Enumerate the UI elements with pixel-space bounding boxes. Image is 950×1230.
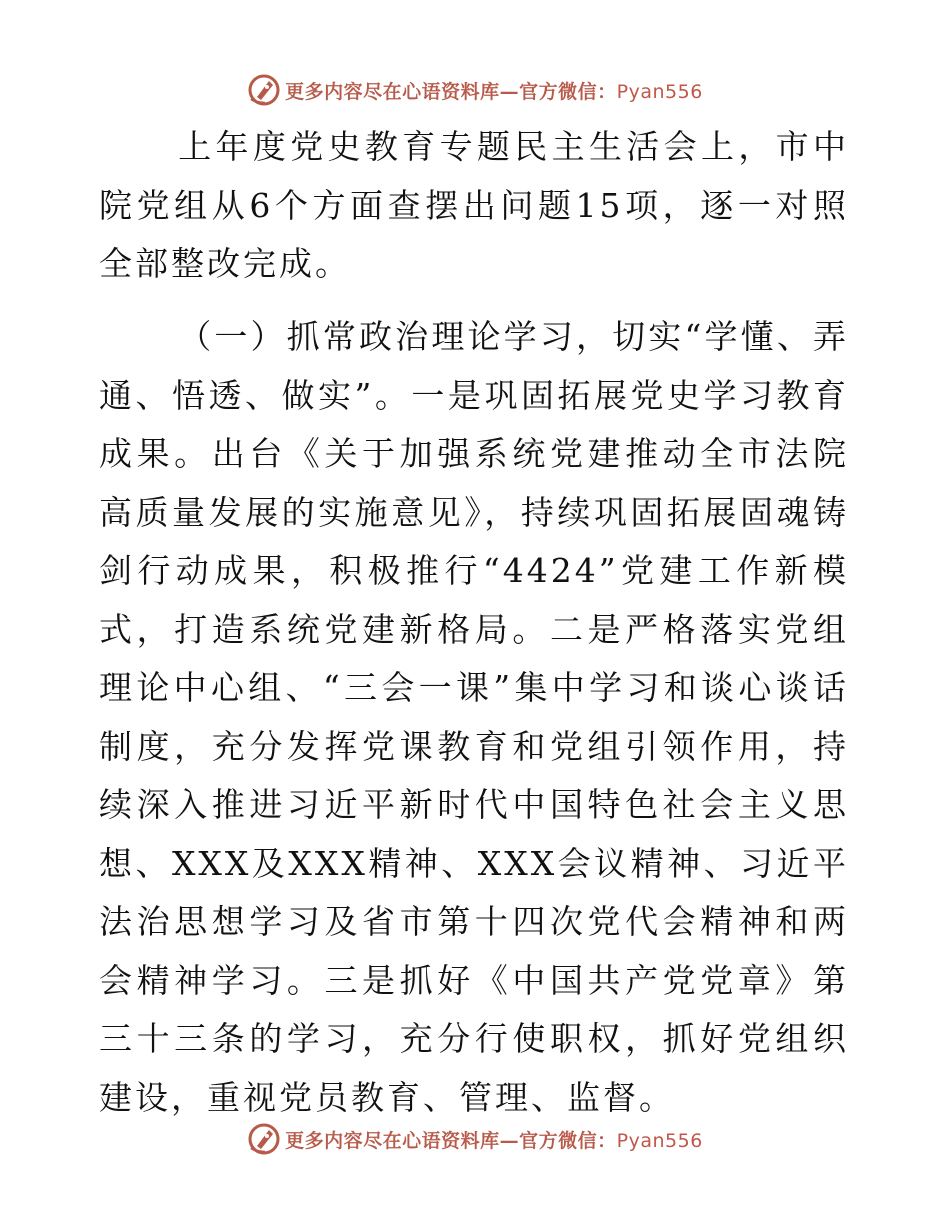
watermark-text: 更多内容尽在心语资料库—官方微信：Pyan556	[285, 1129, 703, 1152]
footer-watermark	[0, 1119, 950, 1159]
document-body-1	[99, 118, 849, 294]
paragraph: （一）抓常政治理论学习，切实“学懂、弄通、悟透、做实”。一是巩固拓展党史学习教育成果。出台《关于加强系统党建推动全市法院高质量发展的实施意见》，持续巩固拓展固魂铸剑行动成果，积极推行“4424”党建工作新模式，打造系统党建新格局。二是严格落实党组理论中心组、“三会一课”集中学习和谈心谈话制度，充分发挥党课教育和党组引领作用，持续深入推进习近平新时代中国特色社会主义思想、XXX及XXX精神、XXX会议精神、习近平法治思想学习及省市第十四次党代会精神和两会精神学习。三是抓好《中国共产党党章》第三十三条的学习，充分行使职权，抓好党组织建设，重视党员教育、管理、监督。	[99, 317, 849, 1117]
document-body-2	[99, 308, 849, 1127]
header-watermark	[0, 70, 950, 110]
watermark-text: 更多内容尽在心语资料库—官方微信：Pyan556	[285, 80, 703, 103]
watermark-wechat-id: Pyan556	[616, 1129, 703, 1152]
paragraph: 上年度党史教育专题民主生活会上，市中院党组从6个方面查摆出问题15项，逐一对照全部整改完成。	[99, 127, 849, 283]
pen-nib-circle-icon	[247, 73, 281, 107]
pen-nib-circle-icon	[247, 1122, 281, 1156]
watermark-wechat-id: Pyan556	[616, 80, 703, 103]
